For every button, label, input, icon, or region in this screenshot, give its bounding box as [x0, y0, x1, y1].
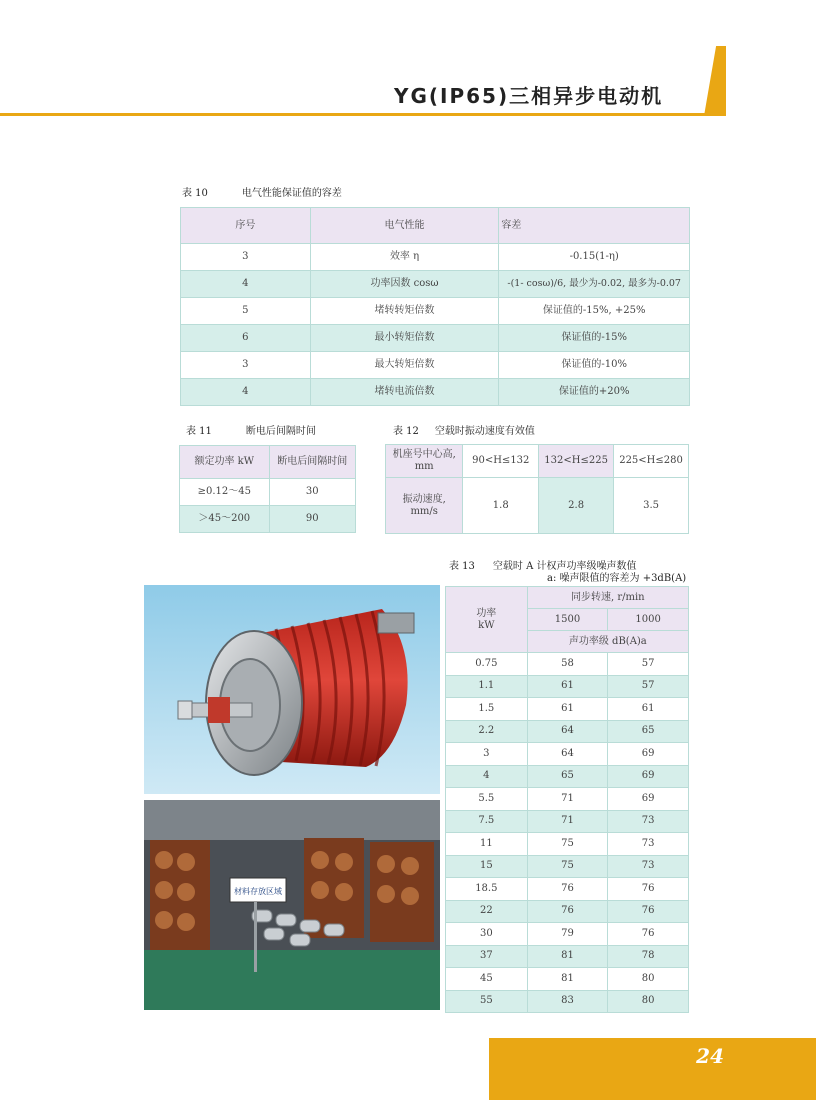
table-cell: 保证值的-15% — [499, 325, 690, 352]
table-row — [181, 244, 690, 271]
table-cell: 73 — [608, 810, 689, 833]
table-row — [446, 720, 689, 743]
table-cell: 1.5 — [446, 698, 528, 721]
table11-label: 表 11 — [186, 426, 212, 437]
table-cell: -0.15(1-η) — [499, 244, 690, 271]
table-header-cell: 声功率级 dB(A)a — [527, 631, 688, 653]
table-row — [446, 675, 689, 698]
range-cell: 225<H≤280 — [614, 445, 689, 478]
table-cell: 69 — [608, 765, 689, 788]
table-row — [446, 878, 689, 901]
table-cell: 15 — [446, 855, 528, 878]
table10 — [180, 207, 690, 406]
table13-label: 表 13 — [449, 561, 475, 572]
table-cell: 71 — [527, 788, 608, 811]
table13 — [445, 586, 689, 1013]
table-cell: 30 — [269, 479, 355, 506]
header-accent-wedge — [704, 46, 726, 116]
table-cell: 2.2 — [446, 720, 528, 743]
table-cell: 5.5 — [446, 788, 528, 811]
table-cell: 55 — [446, 990, 528, 1013]
page-title: YG(IP65)三相异步电动机 — [394, 84, 664, 108]
table10-caption — [182, 184, 342, 199]
table-row — [446, 788, 689, 811]
table-row — [446, 833, 689, 856]
table-row — [386, 478, 689, 534]
table-cell: 75 — [527, 855, 608, 878]
table-cell: 3 — [181, 244, 311, 271]
table-cell: 1.1 — [446, 675, 528, 698]
table-cell: 65 — [608, 720, 689, 743]
table12-title: 空载时振动速度有效值 — [434, 426, 535, 437]
table11-caption — [186, 422, 316, 437]
table-cell: 3 — [181, 352, 311, 379]
table-cell: 64 — [527, 743, 608, 766]
table-cell: 2.8 — [539, 478, 614, 534]
table-row — [446, 990, 689, 1013]
table-cell: 76 — [608, 923, 689, 946]
table-header-cell: 电气性能 — [310, 208, 499, 244]
table-row — [446, 698, 689, 721]
table-header-row — [181, 208, 690, 244]
table-row — [446, 765, 689, 788]
table-cell: 45 — [446, 968, 528, 991]
page-number: 24 — [696, 1044, 724, 1068]
range-cell: 90<H≤132 — [463, 445, 539, 478]
table-cell: ≥0.12～45 — [180, 479, 270, 506]
table-cell: 69 — [608, 788, 689, 811]
table-cell: 5 — [181, 298, 311, 325]
table13-title: 空载时 A 计权声功率级噪声数值 — [492, 561, 637, 572]
table-row — [446, 945, 689, 968]
factory-sign-text: 材料存放区域 — [234, 887, 282, 896]
table-cell: 7.5 — [446, 810, 528, 833]
table-cell: 最小转矩倍数 — [310, 325, 499, 352]
table-header-cell: 机座号中心高, mm — [386, 445, 463, 478]
table-cell: 3 — [446, 743, 528, 766]
table-cell: 37 — [446, 945, 528, 968]
table-header-cell: 额定功率 kW — [180, 446, 270, 479]
table-row — [446, 968, 689, 991]
table-cell: 81 — [527, 945, 608, 968]
table-cell: 81 — [527, 968, 608, 991]
table-cell: 保证值的+20% — [499, 379, 690, 406]
table-row — [181, 352, 690, 379]
table-cell: 6 — [181, 325, 311, 352]
table-cell: 堵转电流倍数 — [310, 379, 499, 406]
table-header-cell: 序号 — [181, 208, 311, 244]
table-cell: 4 — [446, 765, 528, 788]
table-cell: 61 — [608, 698, 689, 721]
table-cell: 73 — [608, 855, 689, 878]
table-cell: 11 — [446, 833, 528, 856]
table12-label: 表 12 — [393, 426, 419, 437]
table-row — [446, 923, 689, 946]
table-cell: 57 — [608, 675, 689, 698]
table12-caption — [393, 422, 535, 437]
table-cell: 功率因数 cosω — [310, 271, 499, 298]
table-row — [446, 653, 689, 676]
table-cell: 保证值的-10% — [499, 352, 690, 379]
factory-photo — [144, 800, 440, 1010]
table-cell: 79 — [527, 923, 608, 946]
table-cell: 4 — [181, 271, 311, 298]
table-cell: 75 — [527, 833, 608, 856]
table-header-row — [180, 446, 356, 479]
table-cell: 76 — [527, 900, 608, 923]
table-header-cell: 同步转速, r/min — [527, 587, 688, 609]
table-cell: 76 — [527, 878, 608, 901]
table-cell: 3.5 — [614, 478, 689, 534]
table10-label: 表 10 — [182, 188, 208, 199]
table-cell: 73 — [608, 833, 689, 856]
table-header-cell: 1500 — [527, 609, 608, 631]
table-cell: 堵转转矩倍数 — [310, 298, 499, 325]
table-row — [181, 271, 690, 298]
table-cell: 4 — [181, 379, 311, 406]
table-header-cell: 功率 kW — [446, 587, 528, 653]
table-row — [181, 298, 690, 325]
table-cell: 80 — [608, 990, 689, 1013]
table11-title: 断电后间隔时间 — [245, 426, 316, 437]
table-row — [446, 855, 689, 878]
table-row — [181, 379, 690, 406]
table13-note: a: 噪声限值的容差为 +3dB(A) — [547, 573, 687, 584]
table-cell: 64 — [527, 720, 608, 743]
table-cell: 76 — [608, 878, 689, 901]
table-cell: 18.5 — [446, 878, 528, 901]
table-cell: 83 — [527, 990, 608, 1013]
table-row — [446, 743, 689, 766]
table-cell: 61 — [527, 698, 608, 721]
table-cell: 22 — [446, 900, 528, 923]
motor-image — [144, 585, 440, 794]
table-header-row — [386, 445, 689, 478]
table-cell: 最大转矩倍数 — [310, 352, 499, 379]
table-row — [180, 506, 356, 533]
table-cell: 76 — [608, 900, 689, 923]
table-header-cell: 断电后间隔时间 — [269, 446, 355, 479]
table-cell: 71 — [527, 810, 608, 833]
table11 — [179, 445, 356, 533]
table-cell: 30 — [446, 923, 528, 946]
table-cell: 80 — [608, 968, 689, 991]
factory-image — [144, 800, 440, 1010]
table-cell: 78 — [608, 945, 689, 968]
table-row-label: 振动速度, mm/s — [386, 478, 463, 534]
table-row — [181, 325, 690, 352]
table-row — [446, 900, 689, 923]
page-number-box — [489, 1038, 816, 1100]
table-header-cell: 1000 — [608, 609, 689, 631]
table-header-row — [446, 587, 689, 609]
table-cell: -(1- cosω)/6, 最少为-0.02, 最多为-0.07 — [499, 271, 690, 298]
table-cell: 保证值的-15%, +25% — [499, 298, 690, 325]
table-cell: ＞45～200 — [180, 506, 270, 533]
table10-title: 电气性能保证值的容差 — [241, 188, 342, 199]
header-rule — [0, 113, 726, 116]
table12 — [385, 444, 689, 534]
motor-photo — [144, 585, 440, 794]
range-cell: 132<H≤225 — [539, 445, 614, 478]
table-header-cell: 容差 — [499, 208, 690, 244]
table-cell: 65 — [527, 765, 608, 788]
table-row — [446, 810, 689, 833]
table-cell: 1.8 — [463, 478, 539, 534]
table-cell: 58 — [527, 653, 608, 676]
table-cell: 57 — [608, 653, 689, 676]
table-cell: 90 — [269, 506, 355, 533]
table-cell: 61 — [527, 675, 608, 698]
table-row — [180, 479, 356, 506]
table-cell: 69 — [608, 743, 689, 766]
table-cell: 0.75 — [446, 653, 528, 676]
table-cell: 效率 η — [310, 244, 499, 271]
